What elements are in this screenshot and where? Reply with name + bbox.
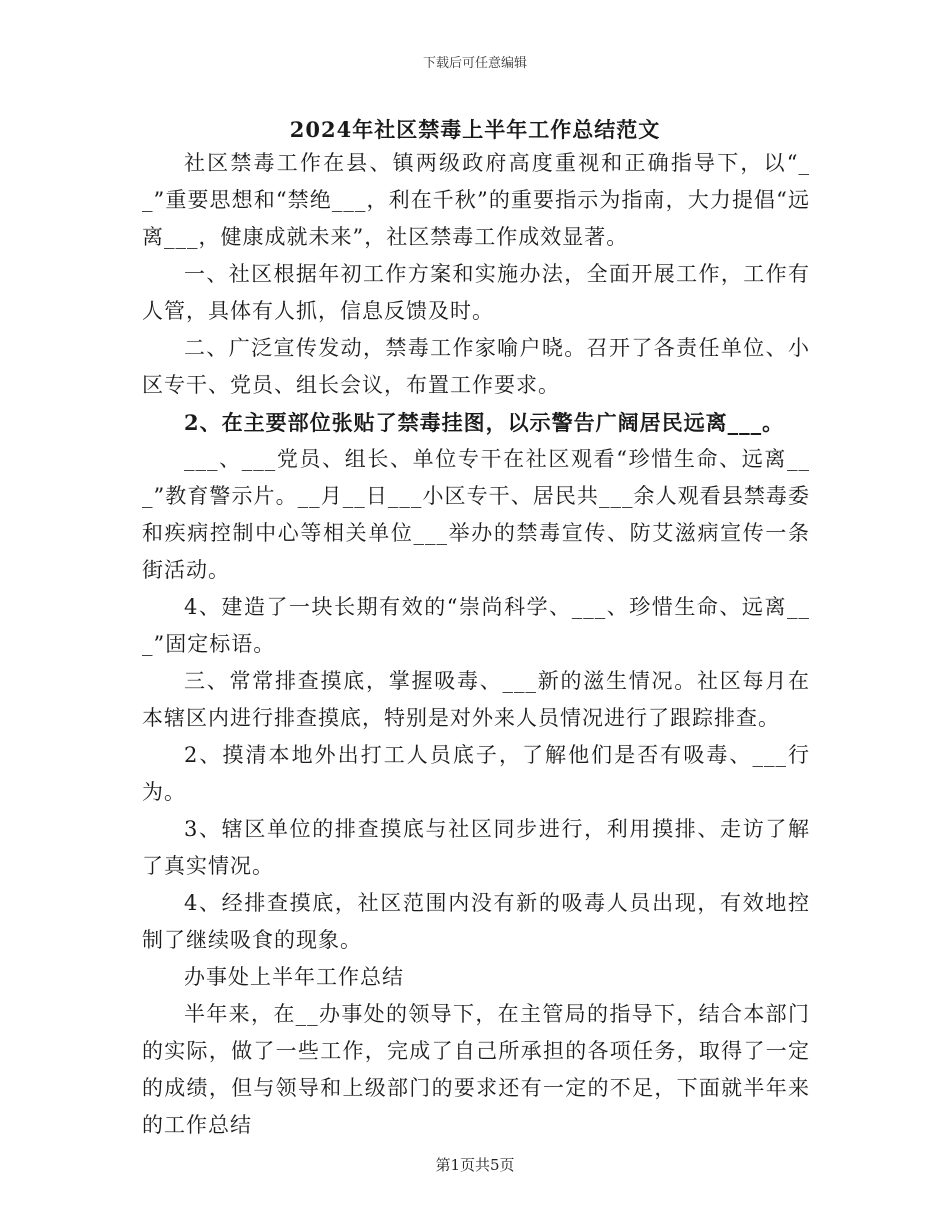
- paragraph-intro: 社区禁毒工作在县、镇两级政府高度重视和正确指导下，以“__”重要思想和“禁绝___，利在千秋”的重要指示为指南，大力提倡“远离___，健康成就未来”，社区禁毒工作成效显著。: [142, 151, 810, 249]
- paragraph-migrant-workers: 2、摸清本地外出打工人员底子，了解他们是否有吸毒、___行为。: [142, 743, 810, 804]
- header-note: 下载后可任意编辑: [422, 56, 527, 71]
- paragraph-section-3: 三、常常排查摸底，掌握吸毒、___新的滋生情况。社区每月在本辖区内进行排查摸底，特别是对外来人员情况进行了跟踪排查。: [142, 669, 810, 730]
- paragraph-survey-result: 4、经排查摸底，社区范围内没有新的吸毒人员出现，有效地控制了继续吸食的现象。: [142, 891, 810, 952]
- paragraph-slogan: 4、建造了一块长期有效的“崇尚科学、___、珍惜生命、远离___”固定标语。: [142, 595, 810, 656]
- document-body: [142, 145, 810, 1144]
- paragraph-section-1: 一、社区根据年初工作方案和实施办法，全面开展工作，工作有人管，具体有人抓，信息反馈及时。: [142, 262, 810, 323]
- document-title: 2024年社区禁毒上半年工作总结范文: [289, 117, 661, 142]
- paragraph-posters: 2、在主要部位张贴了禁毒挂图，以示警告广阔居民远离___。: [184, 410, 785, 435]
- paragraph-education-film: ___、___党员、组长、单位专干在社区观看“珍惜生命、远离___”教育警示片。__月__日___小区专干、居民共___余人观看县禁毒委和疾病控制中心等相关单位___举办的禁毒宣传、防艾滋病宣传一条街活动。: [142, 447, 810, 582]
- paragraph-section-2: 二、广泛宣传发动，禁毒工作家喻户晓。召开了各责任单位、小区专干、党员、组长会议，布置工作要求。: [142, 336, 810, 397]
- paragraph-unit-survey: 3、辖区单位的排查摸底与社区同步进行，利用摸排、走访了解了真实情况。: [142, 817, 810, 878]
- paragraph-half-year: 半年来，在__办事处的领导下，在主管局的指导下，结合本部门的实际，做了一些工作，完成了自己所承担的各项任务，取得了一定的成绩，但与领导和上级部门的要求还有一定的不足，下面就半年来的工作总结: [142, 1002, 810, 1137]
- page-number: 第1页共5页: [435, 1156, 515, 1174]
- paragraph-subtitle: 办事处上半年工作总结: [184, 965, 404, 989]
